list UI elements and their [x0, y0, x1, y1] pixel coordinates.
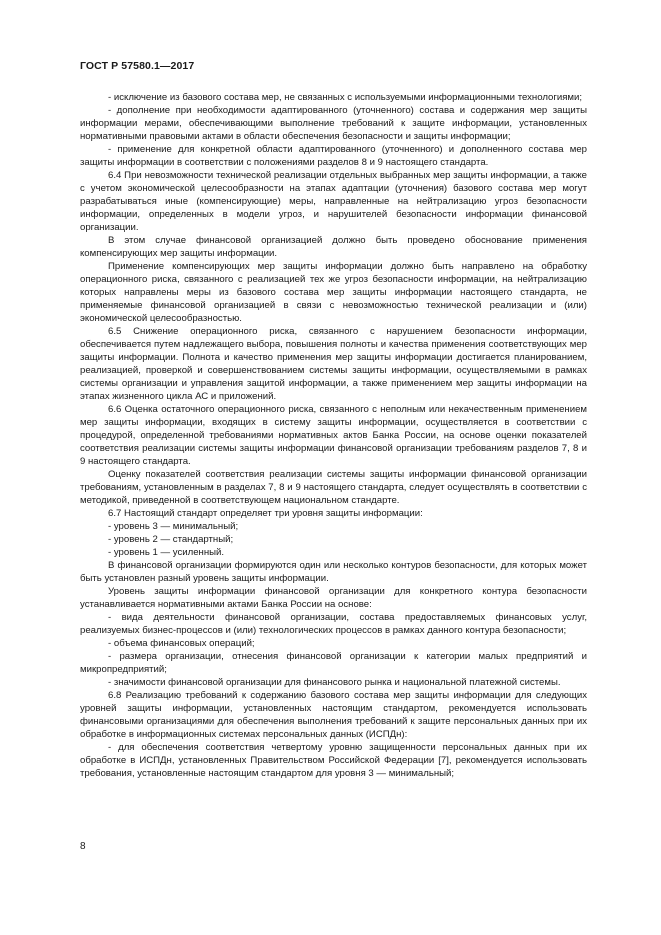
paragraph: В этом случае финансовой организацией должно быть проведено обоснование применения компенсирующих мер защиты информации. — [80, 235, 587, 259]
page-number: 8 — [80, 841, 86, 852]
list-item: - уровень 1 — усиленный. — [108, 547, 225, 558]
list-item: - для обеспечения соответствия четвертому уровню защищенности персональных данных при их обработке в ИСПДн, установленных Правительством Российской Федерации [7], рекомендуется использовать требования, установленные настоящим стандартом для уровня 3 — минимальный; — [80, 742, 587, 779]
list-item: - объема финансовых операций; — [108, 638, 255, 649]
list-item: - уровень 3 — минимальный; — [108, 521, 239, 532]
list-item: - размера организации, отнесения финансовой организации к категории малых предприятий и микропредприятий; — [80, 651, 587, 675]
paragraph: Оценку показателей соответствия реализации системы защиты информации финансовой организации требованиям, установленным в разделах 7, 8 и 9 настоящего стандарта, следует осуществлять в соответствии с методикой, приведенной в соответствующем национальном стандарте. — [80, 469, 587, 506]
paragraph: Применение компенсирующих мер защиты информации должно быть направлено на обработку операционного риска, связанного с реализацией тех же угроз безопасности информации, на нейтрализацию которых направлены меры из базового состава мер защиты информации настоящего стандарта, не применяемые финансовой организацией в связи с невозможностью технической реализации и (или) экономической целесообразностью. — [80, 261, 587, 324]
paragraph: 6.6 Оценка остаточного операционного риска, связанного с неполным или некачественным применением мер защиты информации, входящих в систему защиты информации, осуществляется в соответствии с процедурой, определенной требованиями нормативных актов Банка России, на основе оценки показателей соответствия реализации системы защиты информации финансовой организации требованиям разделов 7, 8 и 9 настоящего стандарта. — [80, 404, 587, 467]
paragraph: - исключение из базового состава мер, не связанных с используемыми информационными технологиями; — [108, 92, 583, 103]
document-body — [80, 91, 587, 780]
paragraph: - дополнение при необходимости адаптированного (уточненного) состава и содержания мер защиты информации мерами, обеспечивающими выполнение требований к защите информации, установленных нормативными правовыми актами в области обеспечения безопасности и защиты информации; — [80, 105, 587, 142]
paragraph: В финансовой организации формируются один или несколько контуров безопасности, для которых может быть установлен разный уровень защиты информации. — [80, 560, 587, 584]
list-item: - вида деятельности финансовой организации, состава предоставляемых финансовых услуг, реализуемых бизнес-процессов и (или) технологических процессов в рамках данного контура безопасности; — [80, 612, 587, 636]
paragraph: - применение для конкретной области адаптированного (уточненного) и дополненного состава мер защиты информации в соответствии с положениями разделов 8 и 9 настоящего стандарта. — [80, 144, 587, 168]
paragraph: 6.4 При невозможности технической реализации отдельных выбранных мер защиты информации, а также с учетом экономической целесообразности на этапах адаптации (уточнения) базового состава мер могут разрабатываться иные (компенсирующие) меры, направленные на нейтрализацию угроз безопасности информации, определенных в модели угроз, и нарушителей безопасности информации финансовой организации. — [80, 170, 587, 233]
paragraph: Уровень защиты информации финансовой организации для конкретного контура безопасности устанавливается нормативными актами Банка России на основе: — [80, 586, 587, 610]
paragraph: 6.7 Настоящий стандарт определяет три уровня защиты информации: — [108, 508, 423, 519]
paragraph: 6.5 Снижение операционного риска, связанного с нарушением безопасности информации, обеспечивается путем надлежащего выбора, повышения полноты и качества применения соответствующих мер защиты информации. Полнота и качество применения мер защиты информации достигается планированием, реализацией, проверкой и совершенствованием системы защиты информации, осуществляемыми в рамках системы организации и управления защитой информации, а также применением мер защиты информации на этапах жизненного цикла АС и приложений. — [80, 326, 587, 402]
paragraph: 6.8 Реализацию требований к содержанию базового состава мер защиты информации для следующих уровней защиты информации, установленных настоящим стандартом, рекомендуется использовать финансовыми организациями для обеспечения выполнения требований к защите персональных данных при их обработке в информационных системах персональных данных (ИСПДн): — [80, 690, 587, 740]
list-item: - уровень 2 — стандартный; — [108, 534, 234, 545]
list-item: - значимости финансовой организации для финансового рынка и национальной платежной системы. — [108, 677, 561, 688]
document-header: ГОСТ Р 57580.1—2017 — [80, 60, 195, 72]
